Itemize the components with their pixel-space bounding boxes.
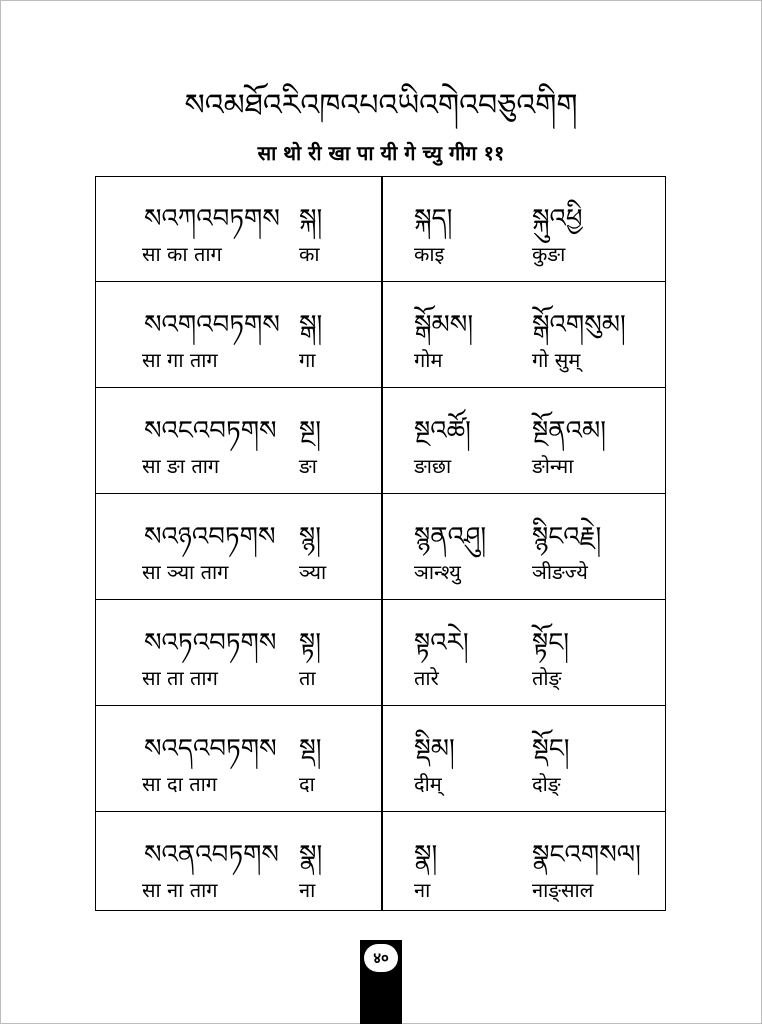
right-tibetan-word-1: སྒོམས། [414,310,474,340]
left-devanagari-phrase: सा ङा ताग [142,454,220,478]
table-row [96,177,665,282]
table-row [96,707,665,812]
right-devanagari-word-1: काइ [414,242,445,266]
right-tibetan-word-1: སྐད། [414,204,453,234]
right-tibetan-word-1: སྟའརེ། [414,628,469,658]
right-devanagari-word-2: कुङा [532,242,566,266]
right-tibetan-word-2: སྣངའགསལ། [532,840,641,870]
left-devanagari-letter: का [299,242,320,266]
right-tibetan-word-2: སྔོནའམ། [532,416,606,446]
right-devanagari-word-2: नाङ्साल [532,878,594,902]
left-tibetan-phrase: སའཀའབཏགས [144,204,280,234]
left-tibetan-phrase: སའཉའབཏགས [144,522,276,552]
page-number: ४० [364,944,398,972]
right-devanagari-word-1: गोम [414,348,443,372]
page-title-tibetan: སའམཐོའརིའཁའཔའཡིའགེའབཅུའགིག [184,88,578,123]
left-tibetan-letter: སྙ། [299,522,322,552]
right-devanagari-word-1: ञान्श्यु [414,560,461,584]
right-devanagari-word-2: तोङ् [532,666,562,690]
right-devanagari-word-1: दीम् [414,772,442,796]
left-tibetan-phrase: སའཏའབཏགས [144,628,277,658]
right-devanagari-word-2: गो सुम् [532,348,581,372]
left-tibetan-phrase: སའདའབཏགས [144,734,277,764]
left-devanagari-letter: ञ्या [299,560,327,584]
left-tibetan-letter: སྒ། [299,310,323,340]
left-devanagari-letter: ना [299,878,316,902]
left-tibetan-letter: སྡ། [299,734,322,764]
right-devanagari-word-2: ङोन्मा [532,454,574,478]
left-devanagari-phrase: सा दा ताग [142,772,218,796]
right-tibetan-word-2: སྡོང། [532,734,570,764]
letter-table [95,176,666,911]
right-tibetan-word-1: སྙནའཤུ། [414,522,487,552]
left-tibetan-phrase: སའགའབཏགས [144,310,280,340]
right-tibetan-word-1: སྣ། [414,840,438,870]
left-tibetan-letter: སྔ། [299,416,322,446]
left-tibetan-letter: སྣ། [299,840,323,870]
right-devanagari-word-2: दोङ् [532,772,561,796]
right-devanagari-word-1: ङाछा [414,454,452,478]
left-devanagari-phrase: सा का ताग [142,242,222,266]
table-row [96,283,665,388]
right-devanagari-word-2: ञीङज्ये [532,560,588,584]
left-devanagari-letter: ता [299,666,316,690]
table-row [96,495,665,600]
right-devanagari-word-1: ना [414,878,431,902]
left-devanagari-letter: गा [299,348,316,372]
left-devanagari-phrase: सा ना ताग [142,878,218,902]
left-tibetan-phrase: སའནའབཏགས [144,840,279,870]
left-devanagari-phrase: सा ता ताग [142,666,218,690]
table-row [96,389,665,494]
left-devanagari-phrase: सा ञ्या ताग [142,560,229,584]
right-tibetan-word-1: སྡིམ། [414,734,455,764]
table-row [96,813,665,911]
right-devanagari-word-1: तारे [414,666,439,690]
right-tibetan-word-2: སྒོའགསུམ། [532,310,626,340]
table-row [96,601,665,706]
left-tibetan-letter: སྐ། [299,204,323,234]
left-devanagari-letter: दा [299,772,315,796]
right-tibetan-word-2: སྙིངའརྗེ། [532,522,602,552]
page-title-devanagari: सा थो री खा पा यी गे च्यु गीग ११ [257,141,505,165]
left-tibetan-phrase: སའངའབཏགས [144,416,277,446]
left-devanagari-letter: ङा [299,454,317,478]
left-tibetan-letter: སྟ། [299,628,322,658]
left-devanagari-phrase: सा गा ताग [142,348,218,372]
right-tibetan-word-2: སྐུའཕྱི [532,204,583,234]
right-tibetan-word-1: སྔའཚོ། [414,416,471,446]
right-tibetan-word-2: སྟོང། [532,628,570,658]
